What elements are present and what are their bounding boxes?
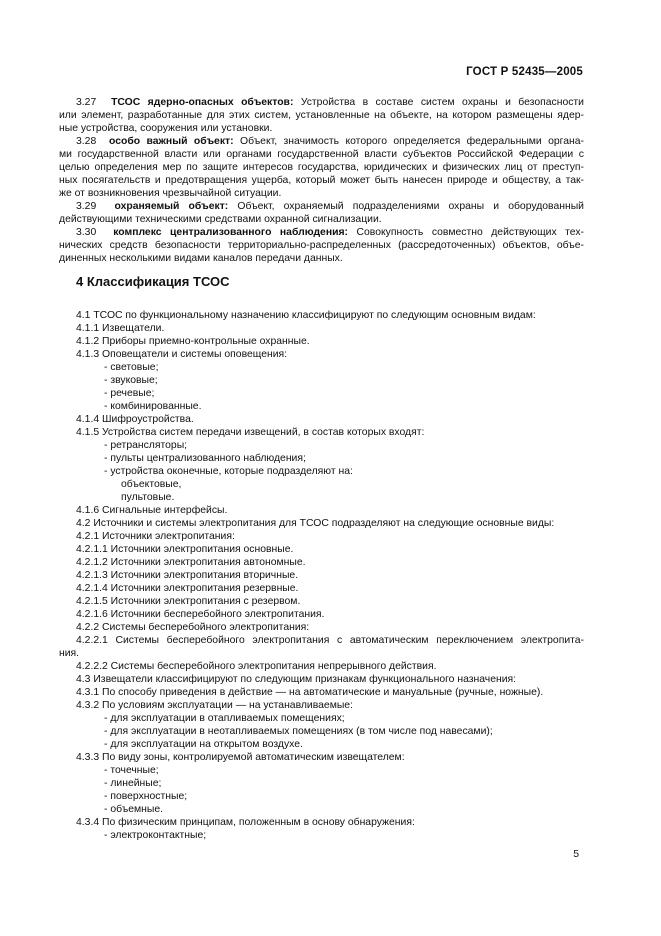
section-heading: 4 Классификация ТСОС [76, 274, 230, 289]
list-item: - пульты централизованного наблюдения; [104, 453, 306, 464]
definition-3-30-line-1 [76, 226, 584, 239]
clause-4-1-2: 4.1.2 Приборы приемно-контрольные охранные. [76, 336, 310, 347]
clause-4-2-2-1-continuation: ния. [59, 648, 80, 659]
list-item: - комбинированные. [104, 401, 202, 412]
clause-4-2-2-2: 4.2.2.2 Системы бесперебойного электропитания непрерывного действия. [76, 661, 437, 672]
page-number: 5 [573, 849, 579, 860]
definition-term: комплекс централизованного наблюдения: [113, 227, 349, 238]
list-item: - световые; [104, 362, 159, 373]
list-item: - поверхностные; [104, 791, 188, 802]
definition-3-28-line-1 [76, 135, 584, 148]
clause-4-2-1-3: 4.2.1.3 Источники электропитания вторичные. [76, 570, 299, 581]
clause-4-1-4: 4.1.4 Шифроустройства. [76, 414, 194, 425]
definition-term: охраняемый объект: [114, 201, 229, 212]
clause-4-1-6: 4.1.6 Сигнальные интерфейсы. [76, 505, 228, 516]
definition-3-28-line-4: ных посягательств и предотвращения ущерба, который может быть нанесен природе и обществу, а так- [59, 175, 584, 186]
list-item: - устройства оконечные, которые подразделяют на: [104, 466, 353, 477]
list-item: - для эксплуатации в неотапливаемых помещениях (в том числе под навесами); [104, 726, 493, 737]
sub-list-item: объектовые, [121, 479, 182, 490]
clause-4-2-2-1: 4.2.2.1 Системы бесперебойного электропитания с автоматическим переключением электропита- [76, 635, 584, 646]
clause-4-3-4: 4.3.4 По физическим принципам, положенным в основу обнаружения: [76, 817, 415, 828]
list-item: - объемные. [104, 804, 164, 815]
clause-4-1-1: 4.1.1 Извещатели. [76, 323, 165, 334]
clause-4-2-1-5: 4.2.1.5 Источники электропитания с резервом. [76, 596, 301, 607]
definition-3-27-line-1 [76, 96, 584, 109]
definition-text: Устройства в составе систем охраны и безопасности [300, 97, 584, 108]
definition-number: 3.27 [76, 97, 97, 108]
definition-3-28-line-5: же от возникновения чрезвычайной ситуации. [59, 188, 282, 199]
definition-3-29-line-2: действующими техническими средствами охранной сигнализации. [59, 214, 382, 225]
list-item: - ретрансляторы; [104, 440, 188, 451]
clause-4-2-2: 4.2.2 Системы бесперебойного электропитания: [76, 622, 310, 633]
definition-number: 3.29 [76, 201, 97, 212]
clause-4-2-1-4: 4.2.1.4 Источники электропитания резервные. [76, 583, 299, 594]
clause-4-2-1: 4.2.1 Источники электропитания: [76, 531, 235, 542]
definition-term: особо важный объект: [109, 136, 234, 147]
definition-3-30-line-2: нических средств безопасности территориально-распределенных (рассредоточенных) объектов, объе- [59, 240, 584, 251]
sub-list-item: пультовые. [121, 492, 175, 503]
definition-3-30-line-3: диненных несколькими видами каналов передачи данных. [59, 253, 343, 264]
definition-term: ТСОС ядерно-опасных объектов: [111, 97, 294, 108]
definition-text: Совокупность совместно действующих тех- [356, 227, 584, 238]
list-item: - электроконтактные; [104, 830, 207, 841]
clause-4-2-1-2: 4.2.1.2 Источники электропитания автономные. [76, 557, 306, 568]
definition-number: 3.30 [76, 227, 97, 238]
clause-4-3-3: 4.3.3 По виду зоны, контролируемой автоматическим извещателем: [76, 752, 405, 763]
definition-number: 3.28 [76, 136, 97, 147]
clause-4-2: 4.2 Источники и системы электропитания для ТСОС подразделяют на следующие основные виды: [76, 518, 555, 529]
clause-4-2-1-1: 4.2.1.1 Источники электропитания основные. [76, 544, 294, 555]
clause-4-1-3: 4.1.3 Оповещатели и системы оповещения: [76, 349, 288, 360]
list-item: - линейные; [104, 778, 162, 789]
clause-4-1-5: 4.1.5 Устройства систем передачи извещений, в состав которых входят: [76, 427, 425, 438]
clause-4-3-2: 4.3.2 По условиям эксплуатации — на устанавливаемые: [76, 700, 353, 711]
definition-3-27-line-2: или элемент, разработанные для этих систем, установленные на объекте, на котором размещены ядер- [59, 110, 584, 121]
definition-text: Объект, значимость которого определяется федеральными органа- [240, 136, 584, 147]
clause-4-3-1: 4.3.1 По способу приведения в действие — на автоматические и мануальные (ручные, ножные). [76, 687, 544, 698]
definition-3-28-line-3: целью определения мер по защите интересов государства, юридических и физических лиц от преступ- [59, 162, 584, 173]
list-item: - звуковые; [104, 375, 158, 386]
clause-4-2-1-6: 4.2.1.6 Источники бесперебойного электропитания. [76, 609, 325, 620]
clause-4-1: 4.1 ТСОС по функциональному назначению классифицируют по следующим основным видам: [76, 310, 536, 321]
list-item: - точечные; [104, 765, 159, 776]
definition-3-29-line-1 [76, 200, 584, 213]
clause-4-3: 4.3 Извещатели классифицируют по следующим признакам функционального назначения: [76, 674, 517, 685]
list-item: - речевые; [104, 388, 155, 399]
definition-3-27-line-3: ные устройства, сооружения или установки. [59, 123, 273, 134]
list-item: - для эксплуатации в отапливаемых помещениях; [104, 713, 345, 724]
standard-header: ГОСТ Р 52435—2005 [466, 66, 583, 78]
definition-3-28-line-2: ми государственной власти или органами государственной власти субъектов Российской Федерации с [59, 149, 584, 160]
definition-text: Объект, охраняемый подразделениями охраны и оборудованный [237, 201, 584, 212]
list-item: - для эксплуатации на открытом воздухе. [104, 739, 303, 750]
